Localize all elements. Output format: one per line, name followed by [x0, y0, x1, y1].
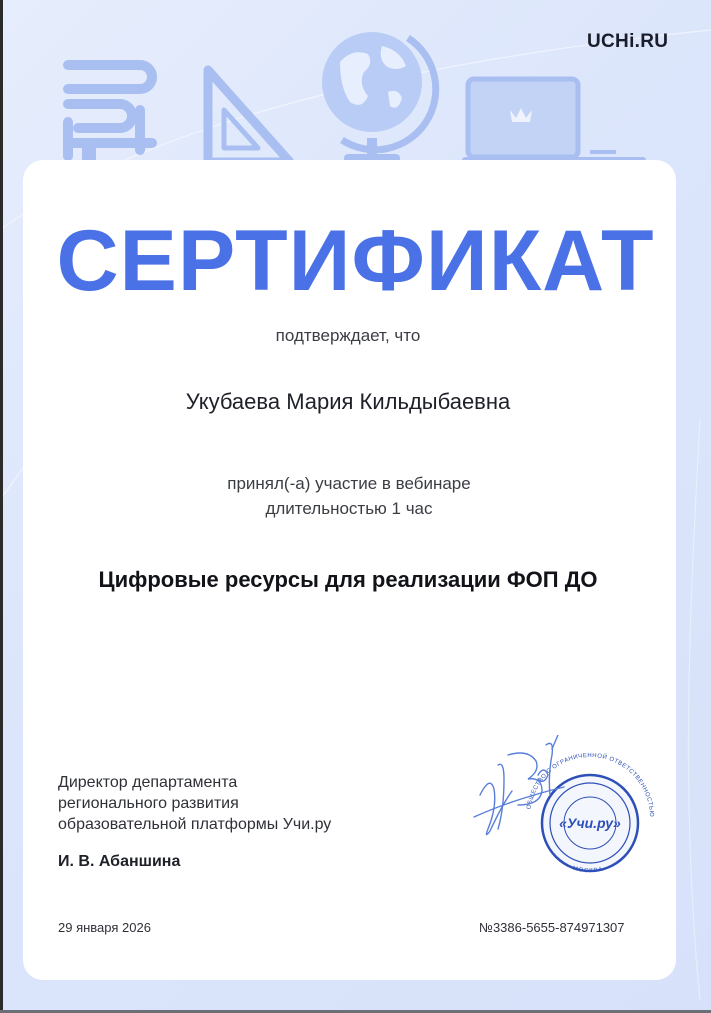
globe-icon [322, 32, 436, 163]
stamp-bottom-text: МОСКВА [571, 865, 604, 875]
confirms-text: подтверждает, что [275, 326, 421, 345]
stamp-center-text: «Учи.ру» [559, 815, 621, 831]
uchi-logo: UCHi.RU [587, 31, 669, 52]
participation-line-2: длительностью 1 час [265, 499, 433, 518]
signer-role-line-3: образовательной платформы Учи.ру [58, 816, 332, 833]
signer-role-line-1: Директор департамента [58, 774, 238, 791]
signer-role-line-2: регионального развития [58, 795, 239, 812]
books-icon [68, 65, 152, 156]
signer-name: И. В. Абаншина [58, 853, 181, 870]
triangle-ruler-icon [208, 70, 290, 162]
webinar-title: Цифровые ресурсы для реализации ФОП ДО [98, 567, 598, 592]
participation-text [0, 471, 698, 521]
laptop-icon [462, 79, 646, 164]
stamp-ring-text: ОБЩЕСТВО С ОГРАНИЧЕННОЙ ОТВЕТСТВЕННОСТЬЮ [526, 752, 655, 818]
issue-date: 29 января 2026 [58, 920, 151, 935]
recipient-name: Укубаева Мария Кильдыбаевна [185, 389, 511, 414]
stamp-icon [468, 735, 658, 895]
header-illustrations [0, 0, 711, 175]
participation-line-1: принял(-а) участие в вебинаре [227, 474, 471, 493]
signer-role [58, 772, 331, 835]
certificate-title: СЕРТИФИКАТ [56, 213, 655, 309]
certificate-number: №3386-5655-874971307 [479, 920, 625, 935]
